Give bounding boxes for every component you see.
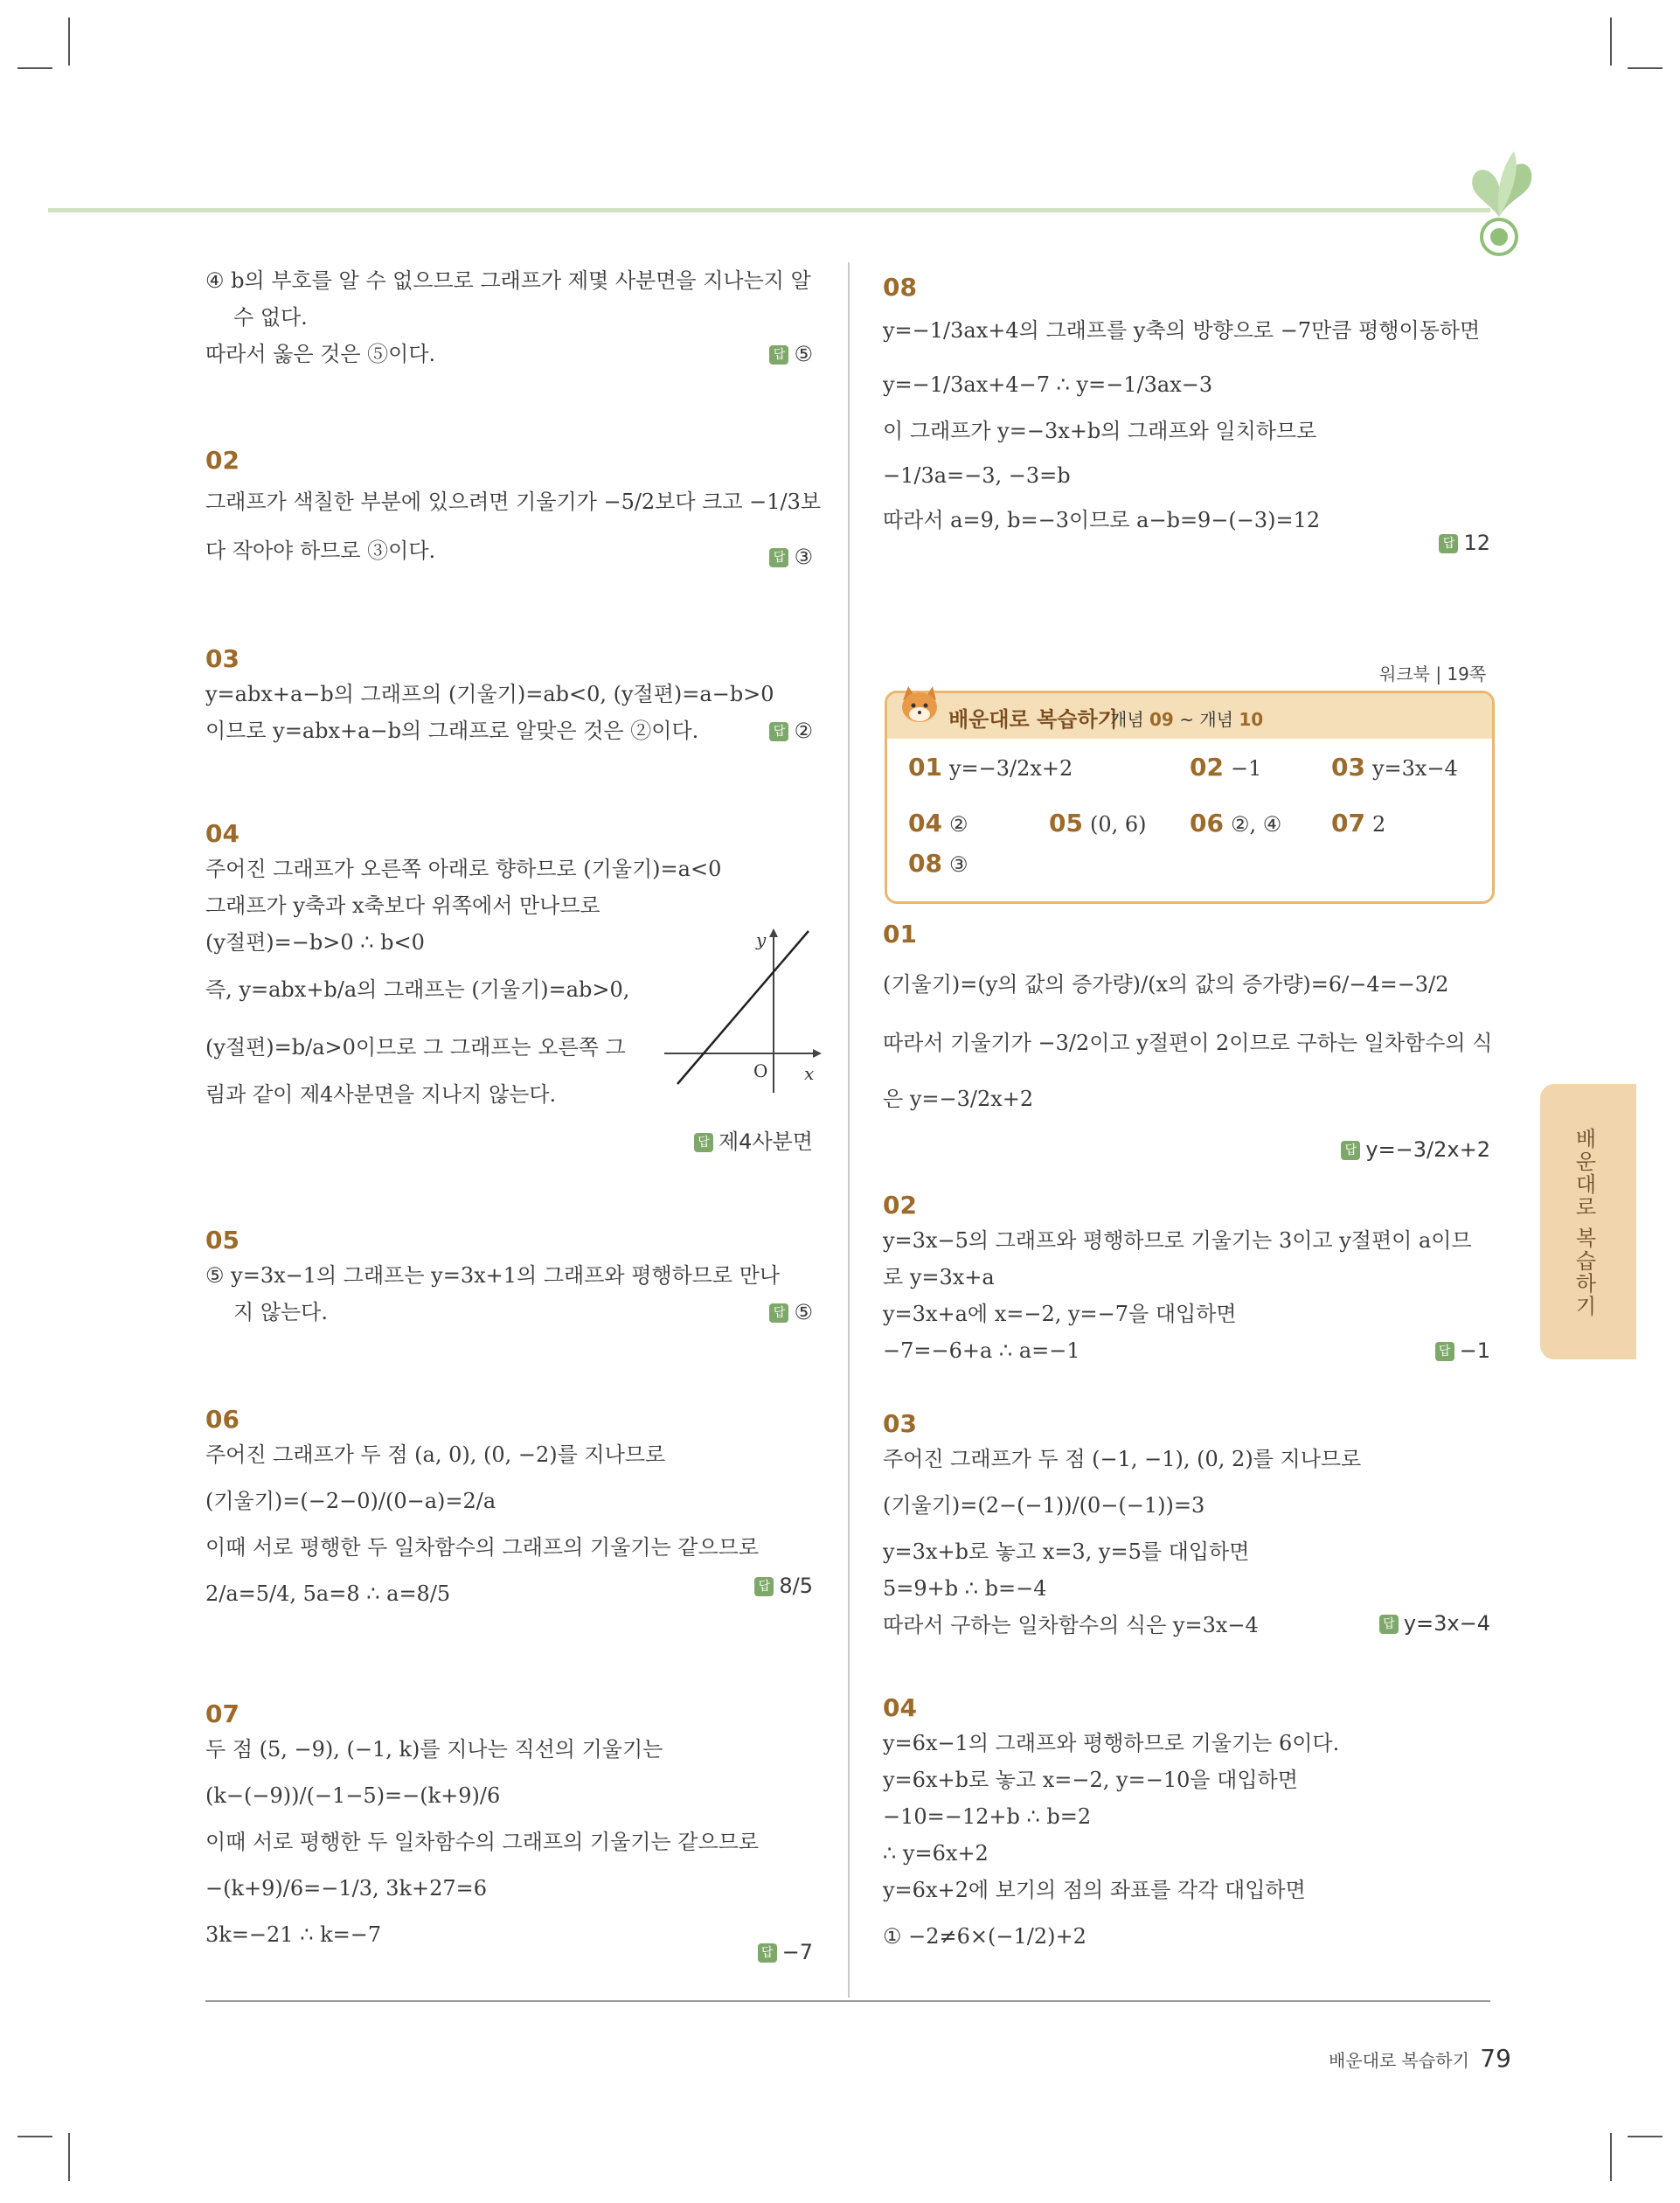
text-line: 따라서 구하는 일차함수의 식은 y=3x−4 <box>883 1613 1259 1637</box>
crop-mark <box>68 17 70 66</box>
question-08 <box>883 271 1490 555</box>
text-line: 그래프가 y축과 x축보다 위쪽에서 만나므로 <box>205 893 600 918</box>
answer: 답 ③ <box>769 539 813 575</box>
question-number: 04 <box>883 1693 917 1722</box>
review-item: 06 ②, ④ <box>1190 809 1282 837</box>
text-line: 따라서 기울기가 −3/2이고 y절편이 2이므로 구하는 일차함수의 식 <box>883 1031 1493 1055</box>
answer-mark-icon: 답 <box>1341 1141 1360 1160</box>
column-divider <box>848 262 850 1998</box>
crop-mark <box>1610 2133 1612 2181</box>
text-line: −7=−6+a ∴ a=−1 <box>883 1338 1080 1363</box>
crop-mark <box>1628 67 1663 69</box>
question-number: 06 <box>205 1405 240 1434</box>
y-axis-arrow-icon <box>769 928 778 937</box>
text-line: 그래프가 색칠한 부분에 있으려면 기울기가 −5/2보다 크고 −1/3보 <box>205 490 822 514</box>
x-axis-arrow-icon <box>813 1049 822 1058</box>
question-number: 02 <box>883 1191 917 1220</box>
text-line: −(k+9)/6=−1/3, 3k+27=6 <box>205 1876 488 1901</box>
question-number: 03 <box>205 644 240 673</box>
text-line: (기울기)=(y의 값의 증가량)/(x의 값의 증가량)=6/−4=−3/2 <box>883 972 1449 997</box>
review-item: 05 (0, 6) <box>1049 809 1147 837</box>
review-item: 02 −1 <box>1190 753 1262 782</box>
text-line: 주어진 그래프가 두 점 (−1, −1), (0, 2)를 지나므로 <box>883 1447 1362 1471</box>
question-number: 03 <box>883 1409 917 1438</box>
text-line: 이때 서로 평행한 두 일차함수의 그래프의 기울기는 같으므로 <box>205 1830 760 1854</box>
text-line: (기울기)=(−2−0)/(0−a)=2/a <box>205 1489 496 1513</box>
text-line: y=6x+2에 보기의 점의 좌표를 각각 대입하면 <box>883 1878 1306 1902</box>
text-line: 은 y=−3/2x+2 <box>883 1087 1034 1111</box>
text-line: ⑤ y=3x−1의 그래프는 y=3x+1의 그래프와 평행하므로 만나 <box>205 1263 781 1288</box>
review-concept-range: 개념 09 ~ 개념 10 <box>1110 709 1264 730</box>
text-line: y=6x+b로 놓고 x=−2, y=−10을 대입하면 <box>883 1768 1298 1792</box>
text-line: ① −2≠6×(−1/2)+2 <box>883 1924 1086 1949</box>
text-line: y=3x+a에 x=−2, y=−7을 대입하면 <box>883 1302 1237 1326</box>
graph-line <box>677 931 809 1084</box>
review-header <box>887 693 1492 739</box>
answer-mark-icon: 답 <box>769 1303 788 1323</box>
review-answer-03 <box>883 1407 1490 1644</box>
text-line: 3k=−21 ∴ k=−7 <box>205 1922 382 1947</box>
fox-mascot-icon <box>896 683 945 732</box>
text-line: ∴ y=6x+2 <box>883 1841 989 1866</box>
answer: 답 ⑤ <box>769 1294 813 1331</box>
footer-rule <box>205 2000 1490 2002</box>
text-line: 이므로 y=abx+a−b의 그래프로 알맞은 것은 ②이다. <box>205 719 699 743</box>
text-line: 주어진 그래프가 두 점 (a, 0), (0, −2)를 지나므로 <box>205 1442 666 1467</box>
answer: 답 y=−3/2x+2 <box>1341 1131 1490 1168</box>
answer: 답 제4사분면 <box>694 1123 813 1160</box>
question-06 <box>205 1403 813 1622</box>
crop-mark <box>17 67 52 69</box>
workbook-reference: 워크북 | 19쪽 <box>1379 664 1487 685</box>
answer-mark-icon: 답 <box>769 548 788 567</box>
header-rule <box>48 208 1490 212</box>
text-line: 두 점 (5, −9), (−1, k)를 지나는 직선의 기울기는 <box>205 1737 663 1762</box>
answer-mark-icon: 답 <box>769 345 788 365</box>
y-label: y <box>756 929 767 950</box>
leaf-ornament-icon <box>1451 147 1547 269</box>
question-05 <box>205 1224 813 1331</box>
question-number: 04 <box>205 819 240 848</box>
text-line: y=6x−1의 그래프와 평행하므로 기울기는 6이다. <box>883 1731 1340 1755</box>
question-number: 01 <box>883 920 917 949</box>
left-top-section <box>205 262 813 372</box>
text-line: 5=9+b ∴ b=−4 <box>883 1576 1047 1601</box>
text-line: y=3x+b로 놓고 x=3, y=5를 대입하면 <box>883 1539 1250 1564</box>
text-line: 지 않는다. <box>233 1300 328 1324</box>
origin-label: O <box>753 1060 768 1081</box>
answer-mark-icon: 답 <box>769 722 788 741</box>
answer-mark-icon: 답 <box>694 1133 713 1152</box>
text-line: ④ b의 부호를 알 수 없으므로 그래프가 제몇 사분면을 지나는지 알 <box>205 268 811 293</box>
footer-label: 배운대로 복습하기 <box>1329 2050 1469 2071</box>
question-number: 05 <box>205 1226 240 1254</box>
question-number: 07 <box>205 1699 240 1728</box>
question-02 <box>205 444 822 575</box>
question-07 <box>205 1698 813 1964</box>
text-line: 2/a=5/4, 5a=8 ∴ a=8/5 <box>205 1581 451 1606</box>
text-line: 이 그래프가 y=−3x+b의 그래프와 일치하므로 <box>883 419 1317 443</box>
review-item: 03 y=3x−4 <box>1331 753 1458 782</box>
review-title: 배운대로 복습하기 <box>948 707 1118 732</box>
page-number: 79 <box>1480 2044 1511 2073</box>
review-item: 07 2 <box>1331 809 1386 837</box>
text-line: (k−(−9))/(−1−5)=−(k+9)/6 <box>205 1783 501 1808</box>
text-line: y=abx+a−b의 그래프의 (기울기)=ab<0, (y절편)=a−b>0 <box>205 682 774 706</box>
text-line: −10=−12+b ∴ b=2 <box>883 1804 1092 1829</box>
text-line: (기울기)=(2−(−1))/(0−(−1))=3 <box>883 1493 1205 1518</box>
text-line: y=−1/3ax+4−7 ∴ y=−1/3ax−3 <box>883 372 1213 397</box>
answer: 답 y=3x−4 <box>1379 1605 1490 1642</box>
x-label: x <box>804 1063 815 1084</box>
review-answer-04 <box>883 1692 1490 1964</box>
footer <box>1329 2044 1511 2073</box>
text-line: 주어진 그래프가 오른쪽 아래로 향하므로 (기울기)=a<0 <box>205 857 722 881</box>
text-line: 즉, y=abx+b/a의 그래프는 (기울기)=ab>0, <box>205 977 630 1002</box>
review-item: 04 ② <box>908 809 968 837</box>
review-answer-01 <box>883 918 1493 1162</box>
answer: 답 ② <box>769 712 813 749</box>
text-line: 다 작아야 하므로 ③이다. <box>205 539 436 563</box>
crop-mark <box>1628 2136 1663 2137</box>
review-answer-02 <box>883 1189 1490 1369</box>
side-tab-label: 배운대로 복습하기 <box>1572 1128 1596 1318</box>
answer-mark-icon: 답 <box>758 1943 777 1963</box>
question-number: 08 <box>883 273 917 302</box>
text-line: 수 없다. <box>233 305 308 330</box>
text-line: y=−1/3ax+4의 그래프를 y축의 방향으로 −7만큼 평행이동하면 <box>883 318 1481 343</box>
crop-mark <box>1610 17 1612 66</box>
text-line: 로 y=3x+a <box>883 1265 995 1289</box>
review-box <box>885 691 1495 904</box>
text-line: −1/3a=−3, −3=b <box>883 463 1071 488</box>
answer-mark-icon: 답 <box>1439 534 1458 553</box>
text-line: 따라서 옳은 것은 ⑤이다. <box>205 342 436 366</box>
answer: 답 −7 <box>758 1934 813 1970</box>
text-line: y=3x−5의 그래프와 평행하므로 기울기는 3이고 y절편이 a이므 <box>883 1228 1472 1253</box>
answer-mark-icon: 답 <box>754 1577 774 1596</box>
answer: 답 ⑤ <box>769 336 813 372</box>
text-line: 따라서 a=9, b=−3이므로 a−b=9−(−3)=12 <box>883 508 1321 532</box>
q04-graph <box>664 927 822 1093</box>
review-item: 08 ③ <box>908 849 968 878</box>
text-line: 이때 서로 평행한 두 일차함수의 그래프의 기울기는 같으므로 <box>205 1535 760 1560</box>
text-line: (y절편)=b/a>0이므로 그 그래프는 오른쪽 그 <box>205 1035 626 1060</box>
question-03 <box>205 643 813 749</box>
question-number: 02 <box>205 446 240 475</box>
answer-mark-icon: 답 <box>1379 1615 1399 1634</box>
text-line: 림과 같이 제4사분면을 지나지 않는다. <box>205 1082 557 1107</box>
crop-mark <box>17 2136 52 2137</box>
answer-mark-icon: 답 <box>1435 1342 1454 1361</box>
review-item: 01 y=−3/2x+2 <box>908 753 1073 782</box>
answer: 답 −1 <box>1435 1332 1490 1369</box>
answer: 답 8/5 <box>754 1567 813 1604</box>
text-line: (y절편)=−b>0 ∴ b<0 <box>205 930 425 955</box>
crop-mark <box>68 2133 70 2181</box>
answer: 답 12 <box>1439 525 1490 561</box>
